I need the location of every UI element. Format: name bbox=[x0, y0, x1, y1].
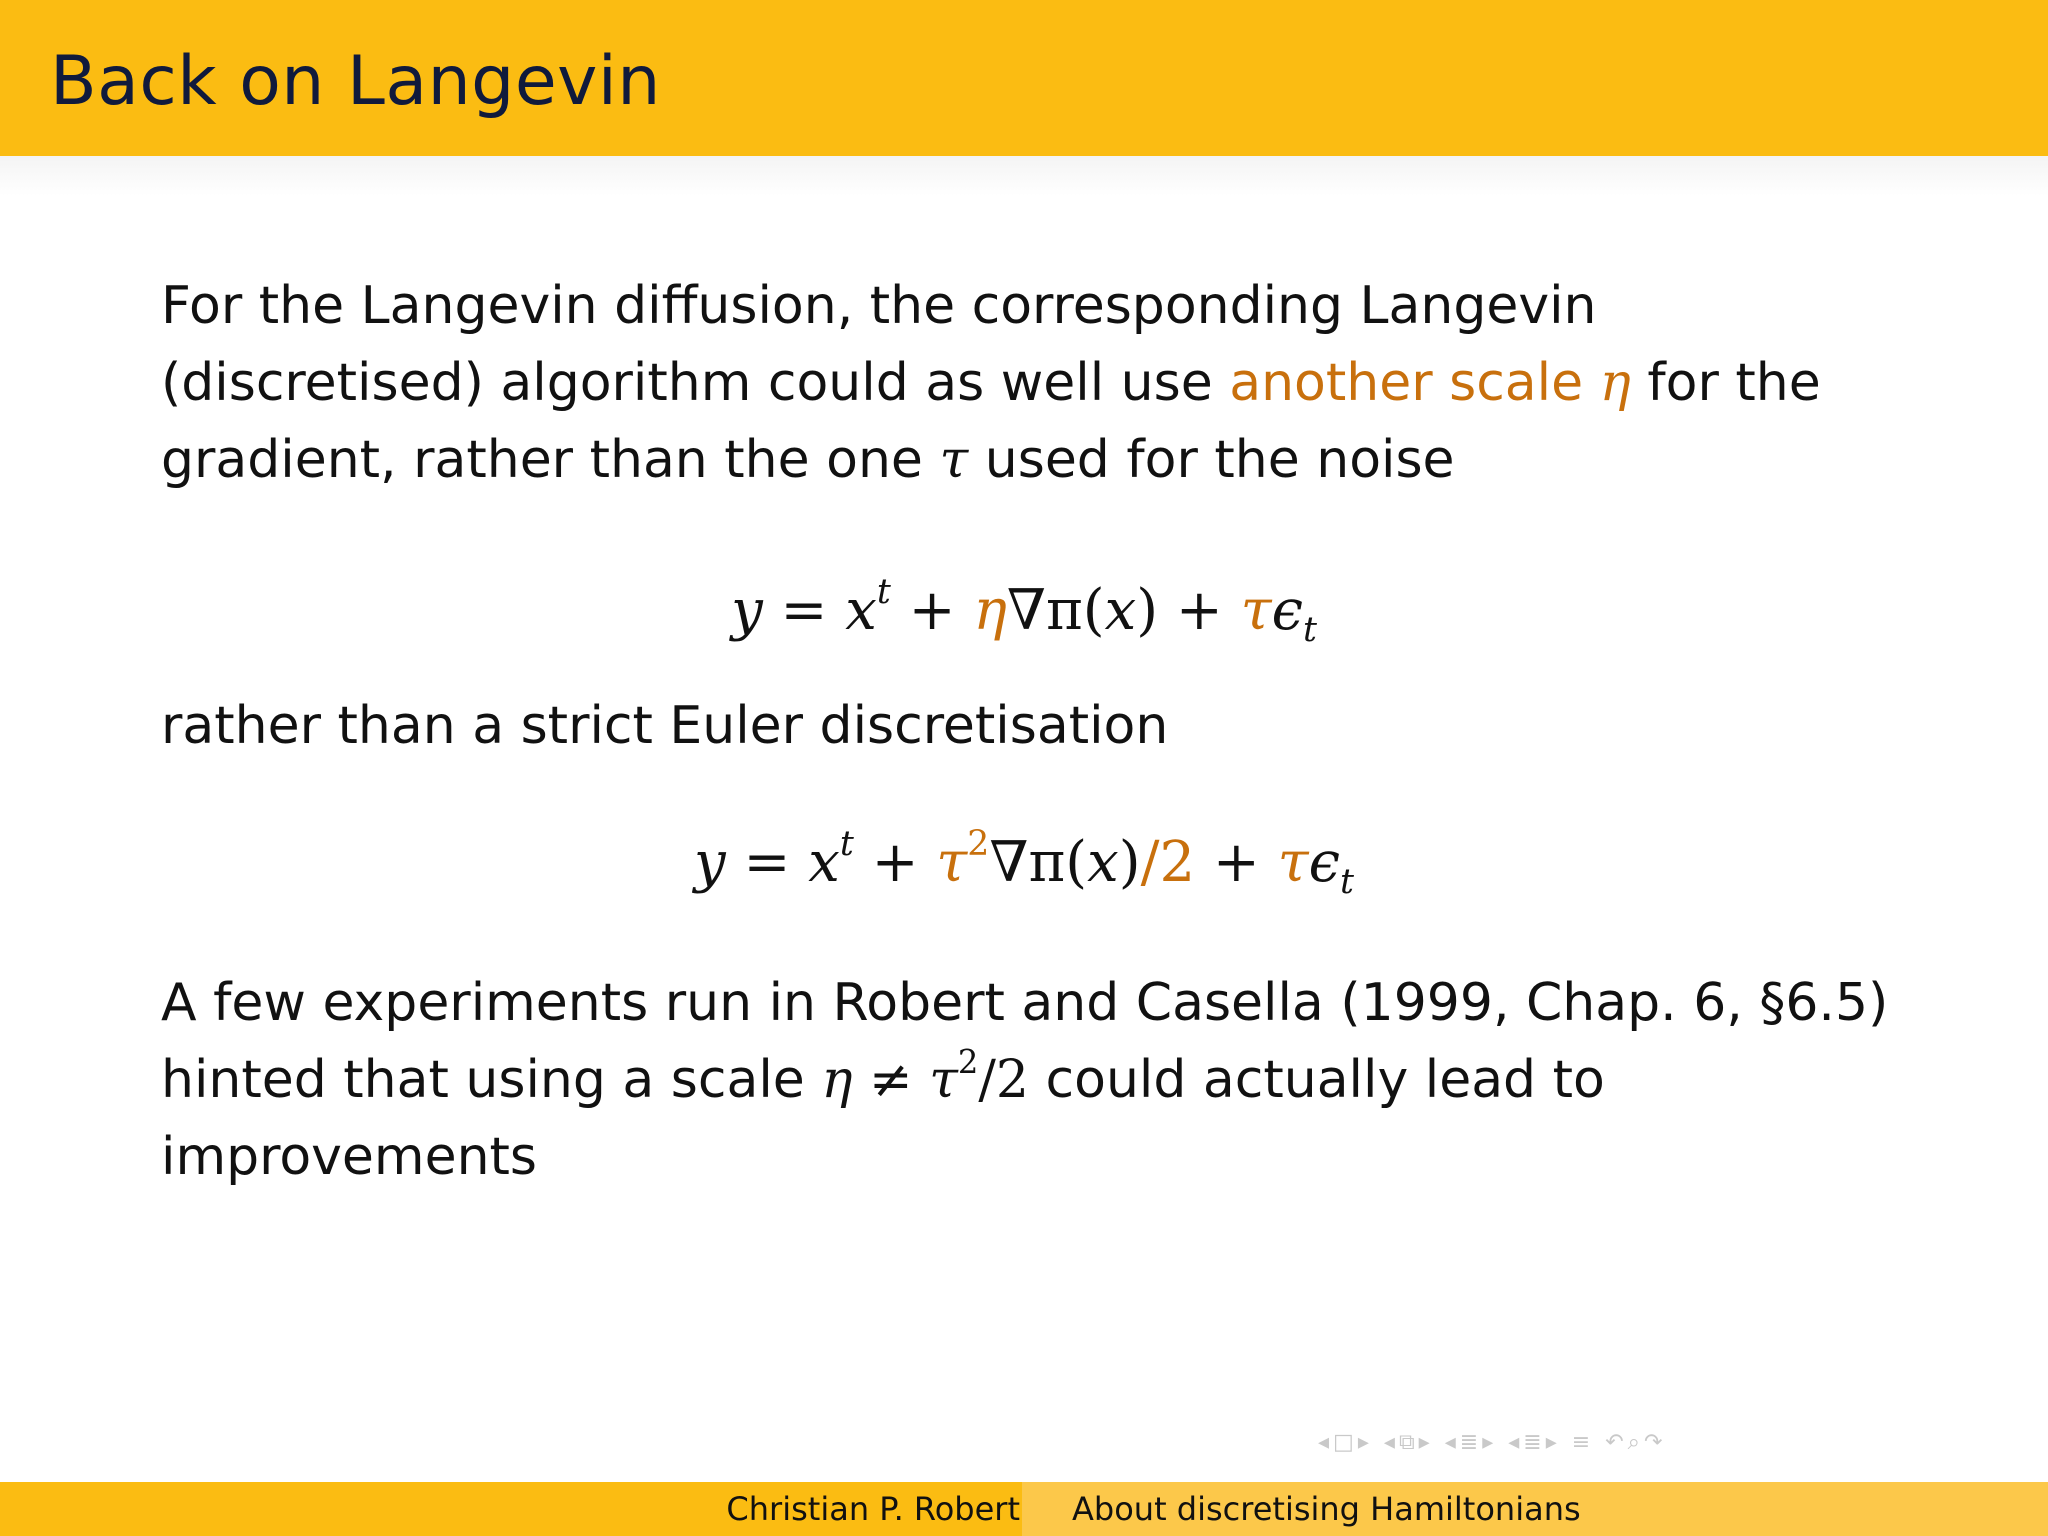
text: could actually lead to bbox=[1029, 1050, 1605, 1110]
footer-title-box bbox=[1022, 1482, 2048, 1536]
eta-symbol: η bbox=[1599, 353, 1631, 413]
eq-arg-x: x bbox=[1087, 830, 1119, 895]
tau-symbol: τ bbox=[929, 1050, 958, 1110]
title-bar bbox=[0, 0, 2048, 156]
nav-back-icon[interactable]: ↶ bbox=[1605, 1430, 1628, 1455]
eq-plus: + bbox=[890, 578, 974, 643]
footer-talk-title: About discretising Hamiltonians bbox=[1072, 1490, 1581, 1528]
eq-gradient-pi: ∇π( bbox=[1006, 578, 1105, 643]
equation-langevin bbox=[0, 571, 2048, 651]
paragraph-intro-line-2 bbox=[161, 345, 1821, 422]
beamer-navigation bbox=[1318, 1430, 1666, 1455]
eq-tau: τ bbox=[936, 830, 968, 895]
title-shadow bbox=[0, 156, 2048, 196]
paragraph-experiments-line-2 bbox=[161, 1042, 1888, 1119]
nav-align-icon[interactable]: ≡ bbox=[1571, 1430, 1606, 1455]
text: for the bbox=[1630, 353, 1821, 413]
eq-superscript-2: 2 bbox=[967, 823, 990, 864]
footer-author: Christian P. Robert bbox=[726, 1490, 1020, 1528]
superscript-2: 2 bbox=[957, 1042, 979, 1081]
nav-next-frame-icon[interactable]: ▸ bbox=[1357, 1430, 1373, 1455]
eq-epsilon: ϵ bbox=[1308, 830, 1340, 895]
nav-section-icon[interactable]: ≣ bbox=[1459, 1430, 1483, 1455]
eq-gradient-pi: ∇π( bbox=[989, 830, 1088, 895]
paragraph-intro bbox=[161, 268, 1821, 499]
eq-close-paren: ) bbox=[1136, 578, 1159, 643]
nav-prev-frame-icon[interactable]: ◂ bbox=[1318, 1430, 1334, 1455]
paragraph-experiments-line-3: improvements bbox=[161, 1127, 538, 1187]
text: used for the noise bbox=[968, 430, 1455, 490]
nav-part-icon[interactable]: ≣ bbox=[1523, 1430, 1546, 1455]
eq-plus: + bbox=[1158, 578, 1241, 643]
nav-next-subsection-icon[interactable]: ▸ bbox=[1418, 1430, 1434, 1455]
eq-half: /2 bbox=[1140, 830, 1196, 895]
text: For the Langevin diffusion, the corresponding Langevin bbox=[161, 276, 1597, 336]
neq-glyph: ≠ bbox=[869, 1050, 913, 1110]
neq-symbol bbox=[852, 1050, 929, 1110]
eq-tau: τ bbox=[1240, 578, 1272, 643]
highlight-text: another scale bbox=[1229, 353, 1584, 413]
tau-symbol: τ bbox=[939, 430, 969, 490]
eq-tau: τ bbox=[1277, 830, 1309, 895]
paragraph-experiments-line-1: A few experiments run in Robert and Casella (1999, Chap. 6, §6.5) bbox=[161, 973, 1889, 1033]
slide-title: Back on Langevin bbox=[50, 42, 661, 121]
nav-search-icon[interactable]: ⌕ bbox=[1627, 1430, 1644, 1455]
equation-euler bbox=[0, 823, 2048, 903]
eq-epsilon: ϵ bbox=[1271, 578, 1303, 643]
eq-plus: + bbox=[1195, 830, 1278, 895]
text: hinted that using a scale bbox=[161, 1050, 822, 1110]
eq-eta: η bbox=[973, 578, 1007, 643]
eq-arg-x: x bbox=[1104, 578, 1137, 643]
paragraph-intro-line-3 bbox=[161, 422, 1821, 499]
text: gradient, rather than the one bbox=[161, 430, 940, 490]
paragraph-euler: rather than a strict Euler discretisation bbox=[161, 696, 1169, 756]
eq-equals: = bbox=[725, 830, 809, 895]
nav-prev-subsection-icon[interactable]: ◂ bbox=[1383, 1430, 1399, 1455]
eq-var-x: x bbox=[808, 830, 840, 895]
eta-symbol: η bbox=[821, 1050, 853, 1110]
nav-prev-section-icon[interactable]: ◂ bbox=[1444, 1430, 1460, 1455]
eq-var-x: x bbox=[845, 578, 877, 643]
eq-var-y: y bbox=[731, 578, 763, 643]
eq-superscript-t: t bbox=[839, 823, 854, 864]
nav-subsection-icon[interactable]: ⧉ bbox=[1398, 1430, 1419, 1455]
eq-subscript-t: t bbox=[1339, 862, 1354, 903]
text: (discretised) algorithm could as well use bbox=[161, 353, 1230, 413]
footer-bar bbox=[0, 1482, 2048, 1536]
eq-close-paren: ) bbox=[1118, 830, 1141, 895]
eq-superscript-t: t bbox=[876, 571, 891, 612]
nav-next-part-icon[interactable]: ▸ bbox=[1545, 1430, 1561, 1455]
half-fraction: /2 bbox=[978, 1050, 1030, 1110]
eq-equals: = bbox=[762, 578, 846, 643]
highlight-another-scale bbox=[1229, 353, 1631, 413]
nav-frame-icon[interactable]: □ bbox=[1333, 1430, 1358, 1455]
eq-var-y: y bbox=[694, 830, 726, 895]
eq-plus: + bbox=[853, 830, 937, 895]
paragraph-experiments bbox=[161, 965, 1888, 1196]
nav-prev-part-icon[interactable]: ◂ bbox=[1508, 1430, 1524, 1455]
paragraph-intro-line-1 bbox=[161, 268, 1821, 345]
eq-subscript-t: t bbox=[1302, 610, 1317, 651]
nav-next-section-icon[interactable]: ▸ bbox=[1482, 1430, 1498, 1455]
nav-forward-icon[interactable]: ↷ bbox=[1643, 1430, 1667, 1455]
